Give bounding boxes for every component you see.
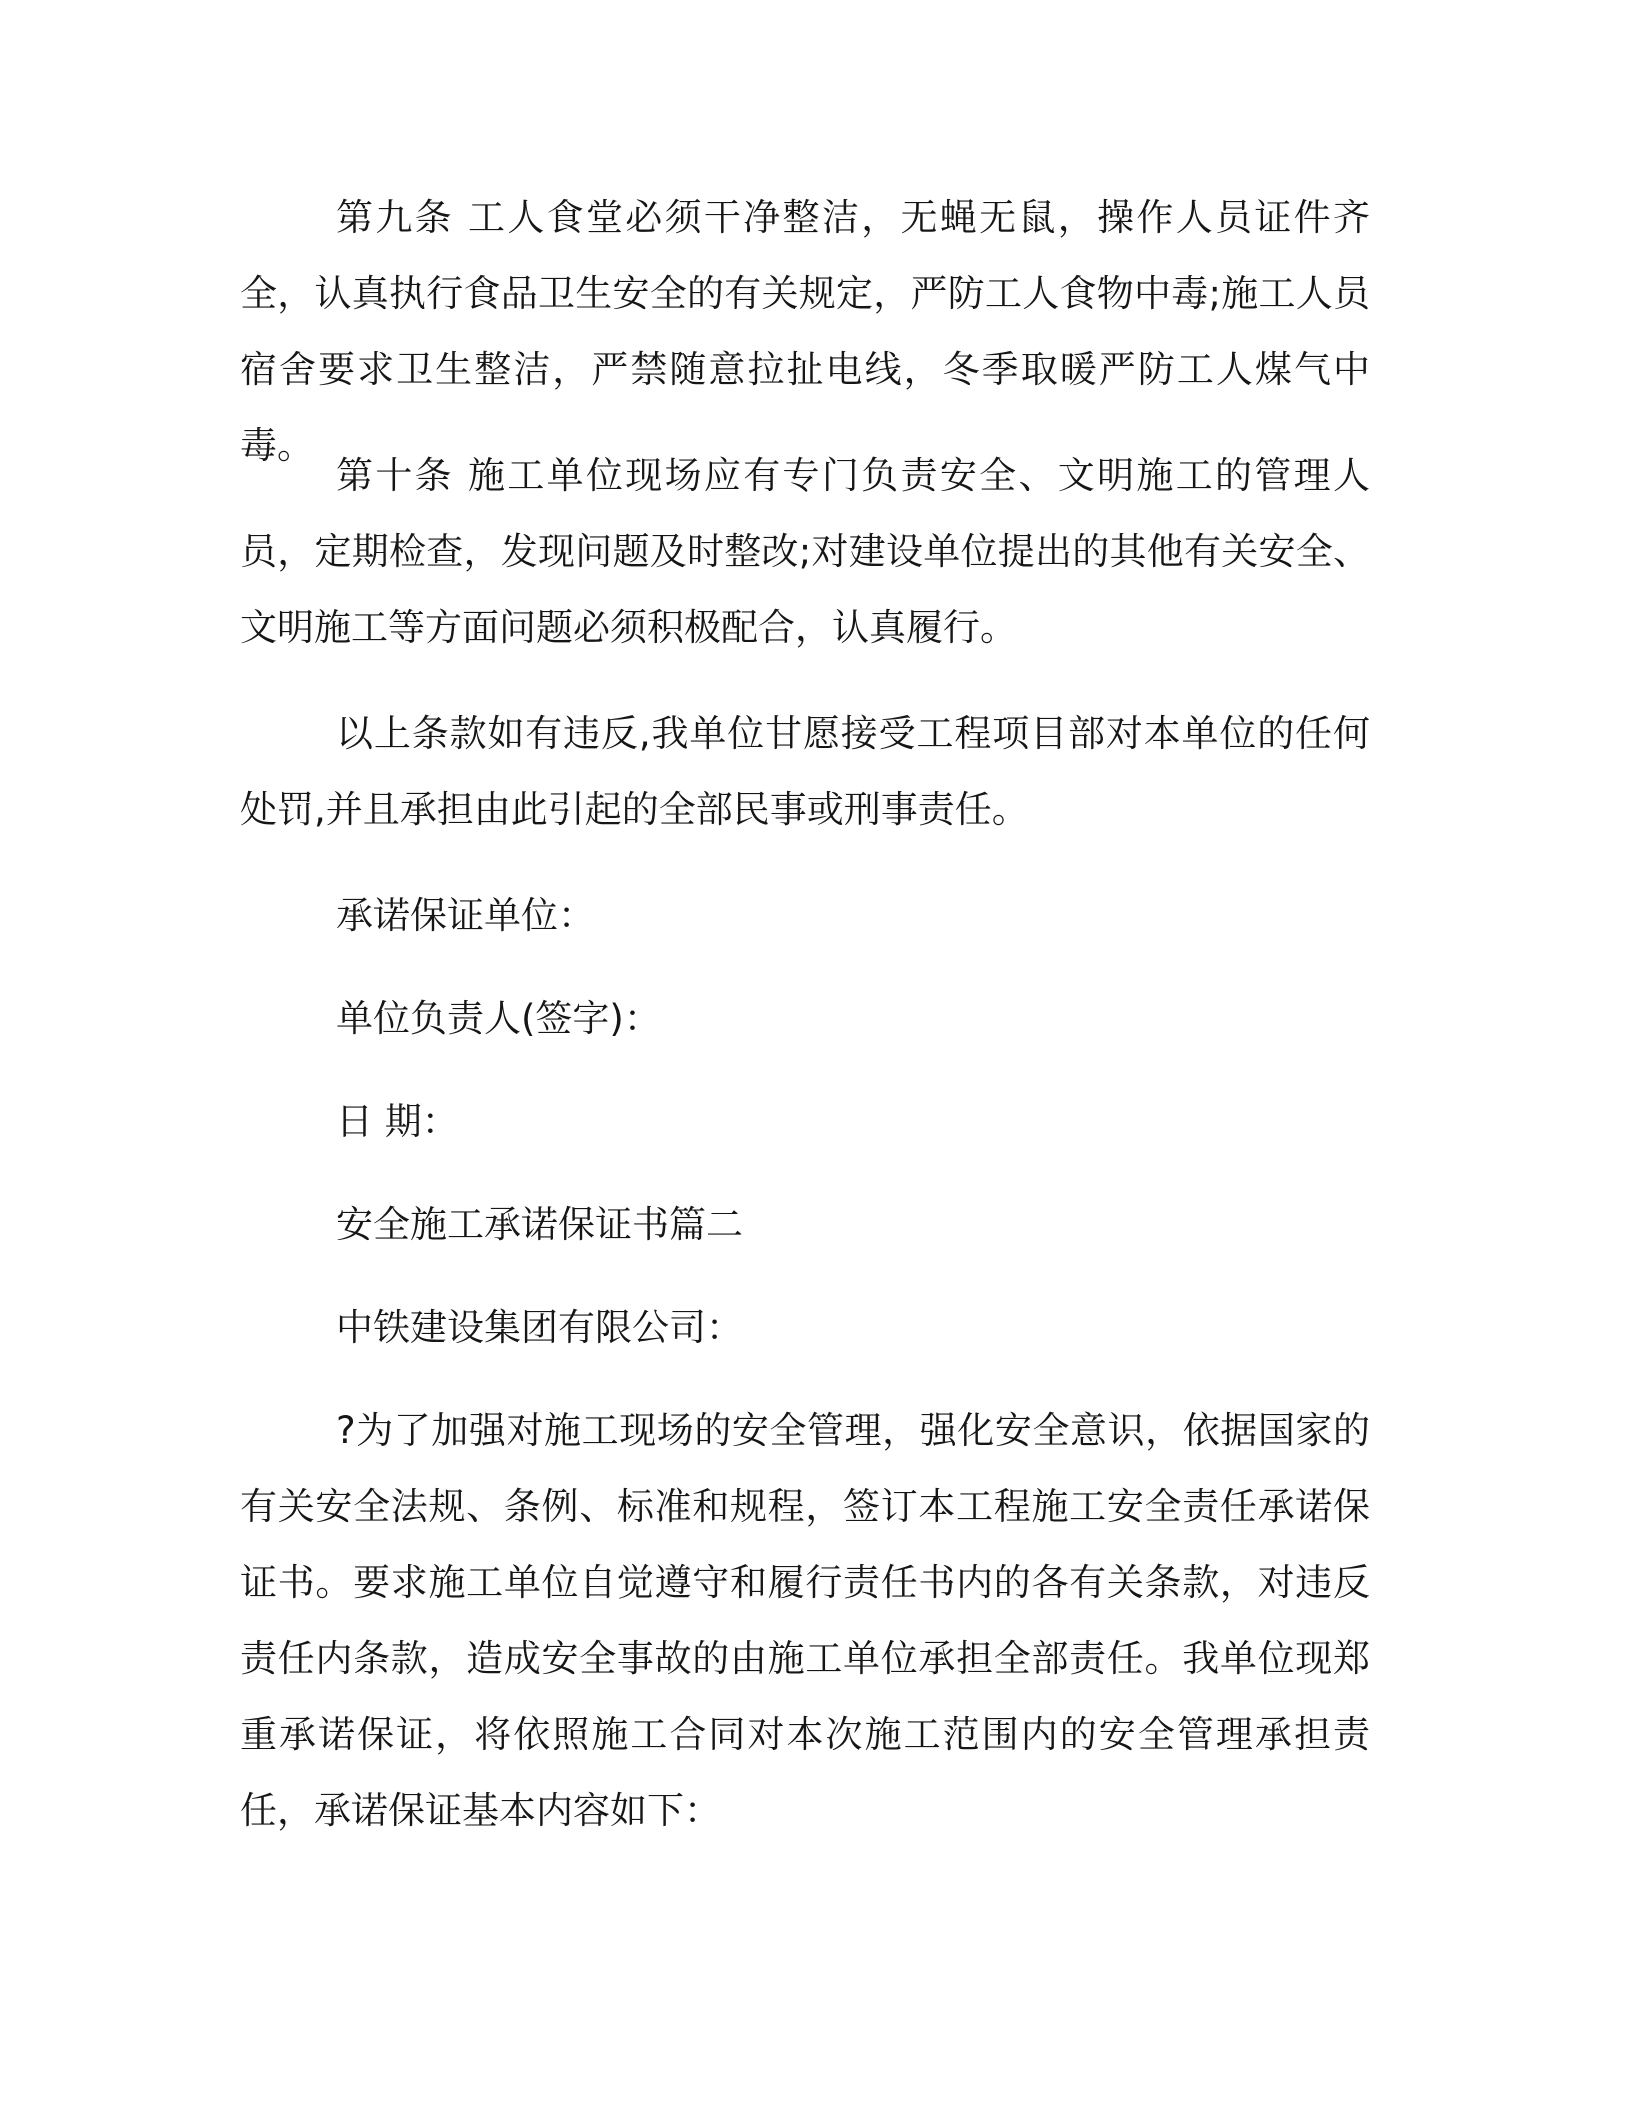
recipient-line: 中铁建设集团有限公司： — [336, 1306, 743, 1349]
paragraph-article-10: 第十条 施工单位现场应有专门负责安全、文明施工的管理人员，定期检查，发现问题及时整改;对建设单位提出的其他有关安全、文明施工等方面问题必须积极配合，认真履行。 — [240, 454, 1370, 649]
section-heading: 安全施工承诺保证书篇二 — [336, 1203, 743, 1246]
paragraph-liability-statement: 以上条款如有违反,我单位甘愿接受工程项目部对本单位的任何处罚,并且承担由此引起的全部民事或刑事责任。 — [240, 712, 1370, 831]
guarantor-unit-line: 承诺保证单位： — [336, 894, 595, 937]
paragraph-preamble: ?为了加强对施工现场的安全管理，强化安全意识，依据国家的有关安全法规、条例、标准和规程，签订本工程施工安全责任承诺保证书。要求施工单位自觉遵守和履行责任书内的各有关条款，对违反责任内条款，造成安全事故的由施工单位承担全部责任。我单位现郑重承诺保证，将依照施工合同对本次施工范围内的安全管理承担责任，承诺保证基本内容如下： — [240, 1409, 1370, 1832]
date-line: 日 期： — [336, 1100, 459, 1143]
signatory-line: 单位负责人(签字)： — [336, 997, 661, 1040]
paragraph-article-9: 第九条 工人食堂必须干净整洁，无蝇无鼠，操作人员证件齐全，认真执行食品卫生安全的有关规定，严防工人食物中毒;施工人员宿舍要求卫生整洁，严禁随意拉扯电线，冬季取暖严防工人煤气中毒。 — [240, 196, 1370, 467]
